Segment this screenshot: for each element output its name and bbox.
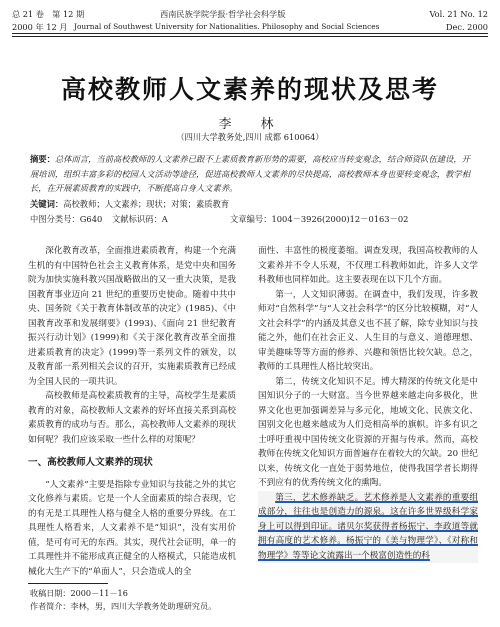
abstract xyxy=(30,152,470,196)
date-cn: 2000 年 12 月 xyxy=(12,22,68,32)
keywords-text: 高校教师；人文素养；现状；对策；素质教育 xyxy=(63,199,230,209)
date-en: Dec. 2000 xyxy=(445,22,488,32)
article-number: 文章编号：1004－3926(2000)12－0163－02 xyxy=(230,214,409,224)
highlighted-paragraph: 第三，艺术修养缺乏。艺术修养是人文素养的重要组成部分，往往也是创造力的源泉。这在许多世界级科学家身上可以得到印证。诸贝尔奖获得者杨振宁、李政道等就拥有高度的艺术修养。杨振宁的《美与物理学》、《对称和物理学》等等论文流露出一个极富创造性的科 xyxy=(258,491,478,564)
body-paragraph: 面性、丰富性的极度萎缩。调查发现，我国高校教师的人文素养并不令人乐观，不仅理工科教师如此，许多人文学科教师也同样如此。这主要表现在以下几个方面。 xyxy=(258,246,478,285)
document-code: 文献标识码：A xyxy=(112,214,168,224)
left-column xyxy=(28,244,236,579)
body-paragraph: 第二，传统文化知识不足。博大精深的传统文化是中国知识分子的一大财富。当今世界越来越走向多极化，世界文化也更加强调差异与多元化，地域文化、民族文化、国别文化也越来越成为人们竞相高举的旗帜。许多有识之士呼吁重视中国传统文化资源的开掘与传承。然而，高校教师在传统文化知识方面普遍存在着较大的欠缺。20 世纪以来，传统文化一直处于弱势地位，使得我国学者长期得不到应有的优秀传统文化的熏陶。 xyxy=(258,376,478,488)
author-bio: 作者简介：李林，男，四川大学教务处助理研究员。 xyxy=(30,601,217,611)
body-paragraph: “人文素养”主要是指除专业知识与技能之外的其它文化修养与素质。它是一个人全面素质的综合表现，它的有无是工具理性人格与健全人格的重要分界线。在工具理性人格看来，人文素养不是“知识”，没有实用价值，是可有可无的东西。其实，现代社会证明，单一的工具理性并不能形成真正健全的人格模式，只能造成机械化大生产下的“单面人”，只会造成人的全 xyxy=(28,479,236,577)
header-rule-thick xyxy=(12,33,488,34)
keywords-label: 关键词： xyxy=(30,199,64,209)
abstract-label: 摘要： xyxy=(30,154,55,164)
author-name: 李 林 xyxy=(218,117,282,132)
header-rule-thin xyxy=(12,36,488,37)
footnote xyxy=(30,587,216,613)
body-paragraph: 高校教师是高校素质教育的主导，高校学生是素质教育的对象，高校教师人文素养的好坏直接关系到高校素质教育的成功与否。那么，高校教师人文素养的现状如何呢？我们应该采取一些什么样的对策呢？ xyxy=(28,391,236,445)
article-title: 高校教师人文素养的现状及思考 xyxy=(60,75,439,104)
volume-issue-en: Vol. 21 No. 12 xyxy=(429,9,488,19)
journal-name-en: Journal of Southwest University for Nationalities. Philosophy and Social Sciences xyxy=(74,22,380,31)
clc-number: 中图分类号：G640 xyxy=(30,214,103,224)
body-paragraph: 第一，人文知识薄弱。在调查中，我们发现，许多教师对“自然科学”与“人文社会科学”的区分比较模糊，对“人文社会科学”的内涵及其意义也不甚了解，除专业知识与技能之外，他们在社会正义、人生目的与意义、道德理想、审美趣味等等方面的修养、兴趣和领悟比较欠缺。总之，教师的工具理性人格比较突出。 xyxy=(258,289,478,372)
keywords xyxy=(30,198,470,210)
journal-name-cn: 西南民族学院学报·哲学社会科学版 xyxy=(160,9,286,19)
abstract-text: 总体而言，当前高校教师的人文素养已跟不上素质教育新形势的需要，高校应当转变观念，结合师资队伍建设，开展培训，组织丰富多彩的校园人文活动等途径，促进高校教师人文素养的尽快提高，高校教师本身也要转变观念，教学相长，在开展素质教育的实践中，不断提高自身人文素养。 xyxy=(30,154,470,194)
section-heading: 一、高校教师人文素养的现状 xyxy=(28,457,153,468)
footnote-rule xyxy=(28,583,108,584)
right-column xyxy=(258,244,478,563)
body-paragraph: 深化教育改革，全面推进素质教育，构建一个充满生机的有中国特色社会主义教育体系，是党中央和国务院为加快实施科教兴国战略做出的又一重大决策，是我国教育事业迈向 21 世纪的重要历史使命。随着中共中央、国务院《关于教育体制改革的决定》(1985)、《中国教育改革和发展纲要》(1993)、《面向 21 世纪教育振兴行动计划》(1999)和《关于深化教育改革全面推进素质教育的决定》(1999)等一系列文件的颁发，以及教育部一系列相关会议的召开，实施素质教育已经成为全国人民的一项共识。 xyxy=(28,246,236,387)
author-affiliation: （四川大学教务处,四川 成都 610064） xyxy=(176,132,324,142)
received-date: 收稿日期：2000－11－16 xyxy=(30,588,128,598)
volume-issue-cn: 总 21 卷 第 12 期 xyxy=(12,9,85,19)
